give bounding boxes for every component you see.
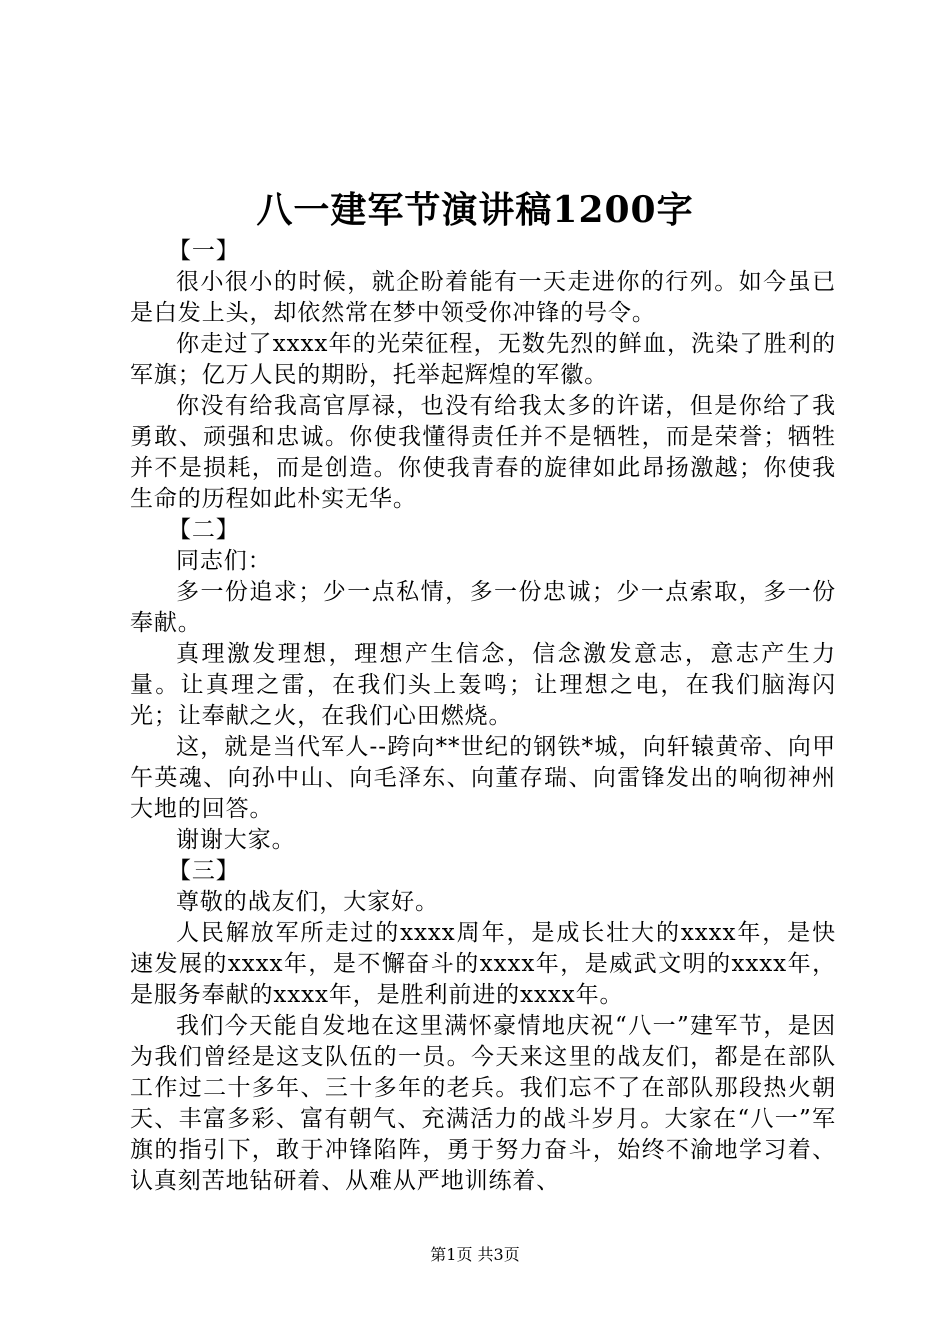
section-heading-1: 【一】 — [167, 238, 240, 264]
document-title: 八一建军节演讲稿1200字 — [256, 189, 694, 231]
paragraph: 人民解放军所走过的xxxx周年，是成长壮大的xxxx年，是快速发展的xxxx年，是不懈奋斗的xxxx年，是威武文明的xxxx年，是服务奉献的xxxx年，是胜利前进的xxxx年。 — [130, 920, 836, 1008]
page-footer: 第1页 共3页 — [430, 1245, 520, 1264]
document-body — [130, 236, 836, 1197]
paragraph: 真理激发理想，理想产生信念，信念激发意志，意志产生力量。让真理之雷，在我们头上轰鸣；让理想之电，在我们脑海闪光；让奉献之火，在我们心田燃烧。 — [130, 641, 836, 729]
paragraph: 你走过了xxxx年的光荣征程，无数先烈的鲜血，洗染了胜利的军旗；亿万人民的期盼，托举起辉煌的军徽。 — [130, 331, 836, 388]
paragraph: 你没有给我高官厚禄，也没有给我太多的许诺，但是你给了我勇敢、顽强和忠诚。你使我懂得责任并不是牺牲，而是荣誉；牺牲并不是损耗，而是创造。你使我青春的旋律如此昂扬激越；你使我生命的历程如此朴实无华。 — [130, 393, 836, 512]
paragraph: 我们今天能自发地在这里满怀豪情地庆祝“八一”建军节，是因为我们曾经是这支队伍的一员。今天来这里的战友们，都是在部队工作过二十多年、三十多年的老兵。我们忘不了在部队那段热火朝天、丰富多彩、富有朝气、充满活力的战斗岁月。大家在“八一”军旗的指引下，敢于冲锋陷阵，勇于努力奋斗，始终不渝地学习着、认真刻苦地钻研着、从难从严地训练着、 — [130, 1013, 836, 1194]
paragraph: 多一份追求；少一点私情，多一份忠诚；少一点索取，多一份奉献。 — [130, 579, 836, 636]
paragraph: 同志们： — [176, 548, 272, 574]
paragraph: 很小很小的时候，就企盼着能有一天走进你的行列。如今虽已是白发上头，却依然常在梦中领受你冲锋的号令。 — [130, 269, 836, 326]
section-heading-3: 【三】 — [167, 858, 240, 884]
paragraph: 这，就是当代军人--跨向**世纪的钢铁*城，向轩辕黄帝、向甲午英魂、向孙中山、向毛泽东、向董存瑞、向雷锋发出的响彻神州大地的回答。 — [130, 734, 836, 822]
section-heading-2: 【二】 — [167, 517, 240, 543]
paragraph: 尊敬的战友们，大家好。 — [176, 889, 439, 915]
paragraph: 谢谢大家。 — [176, 827, 296, 853]
